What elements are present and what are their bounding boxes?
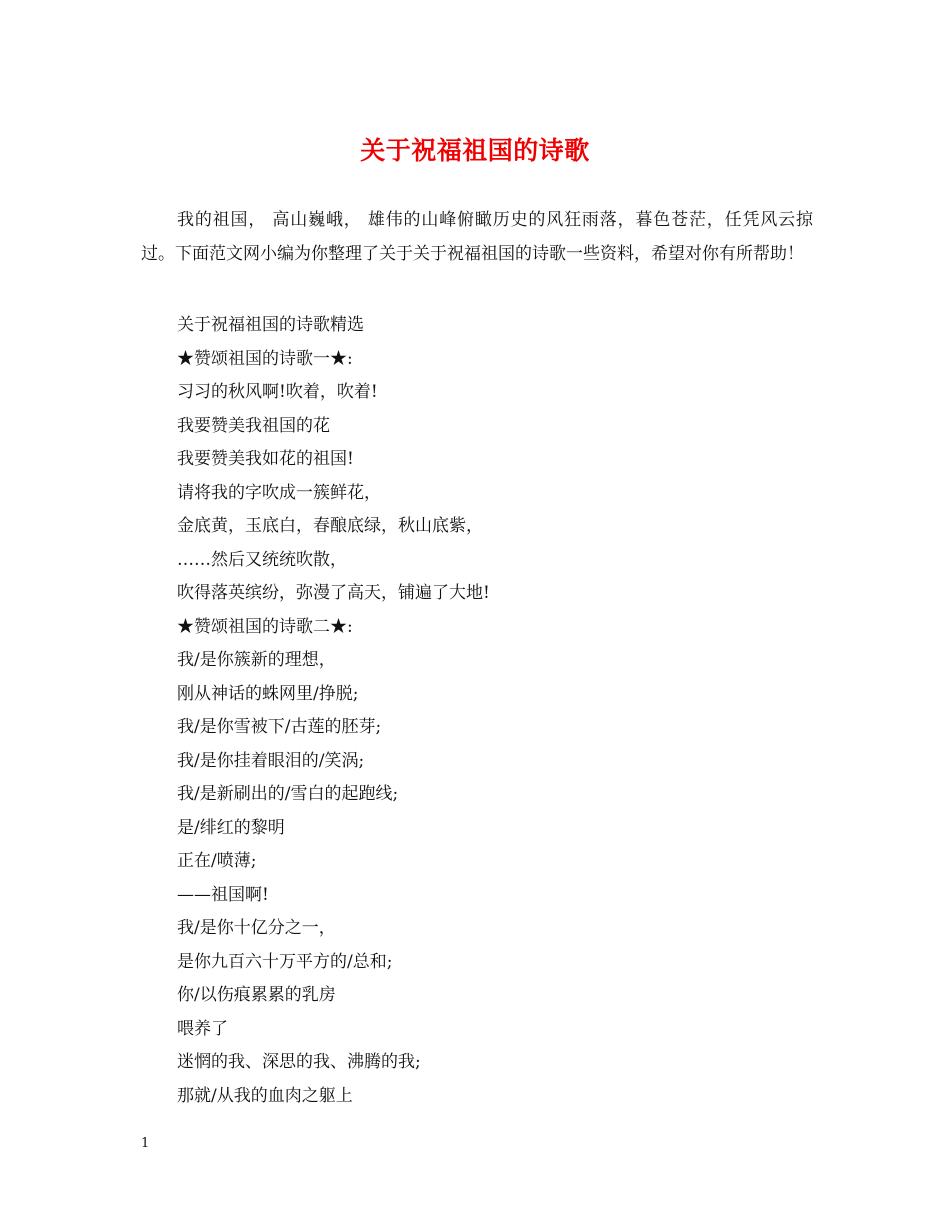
poem-line: 是你九百六十万平方的/总和;	[177, 951, 393, 972]
section-heading: 关于祝福祖国的诗歌精选	[177, 315, 364, 335]
document-title: 关于祝福祖国的诗歌	[360, 136, 590, 165]
poem-line: 我/是你十亿分之一，	[177, 918, 336, 938]
poem-line: 习习的秋风啊!吹着，吹着!	[177, 382, 378, 402]
poem-line: 喂养了	[177, 1018, 228, 1039]
poem-line: 金底黄，玉底白，春酿底绿，秋山底紫，	[177, 516, 483, 536]
poem-line: 我/是新刷出的/雪白的起跑线;	[177, 784, 399, 804]
poem-line: 吹得落英缤纷，弥漫了高天，铺遍了大地!	[177, 583, 490, 603]
poem-line: 我/是你雪被下/古莲的胚芽;	[177, 717, 382, 737]
poem-line: 是/绯红的黎明	[177, 817, 285, 838]
poem-subheading: ★赞颂祖国的诗歌二★:	[177, 616, 353, 637]
intro-paragraph: 我的祖国， 高山巍峨， 雄伟的山峰俯瞰历史的风狂雨落，暮色苍茫，任凭风云掠过。下面范文网小编为你整理了关于关于祝福祖国的诗歌一些资料，希望对你有所帮助！	[141, 210, 813, 264]
poem-line: 正在/喷薄;	[177, 851, 257, 871]
poem-line: 请将我的字吹成一簇鲜花，	[177, 482, 381, 503]
poem-line: 我/是你簇新的理想，	[177, 650, 336, 670]
poem-line: ……然后又统统吹散，	[177, 549, 347, 570]
poem-line: 迷惘的我、深思的我、沸腾的我;	[177, 1052, 421, 1072]
poem-lines	[177, 309, 490, 1113]
poem-line: 刚从神话的蛛网里/挣脱;	[177, 683, 359, 704]
page-number: 1	[141, 1136, 150, 1151]
poem-line: 我要赞美我祖国的花	[177, 415, 330, 436]
poem-line: 你/以伤痕累累的乳房	[177, 985, 336, 1005]
poem-line: 我要赞美我如花的祖国!	[177, 449, 354, 469]
poem-line: 我/是你挂着眼泪的/笑涡;	[177, 750, 365, 771]
poem-subheading: ★赞颂祖国的诗歌一★:	[177, 348, 353, 369]
poem-line: ——祖国啊!	[177, 884, 269, 905]
poem-line: 那就/从我的血肉之躯上	[177, 1085, 353, 1106]
